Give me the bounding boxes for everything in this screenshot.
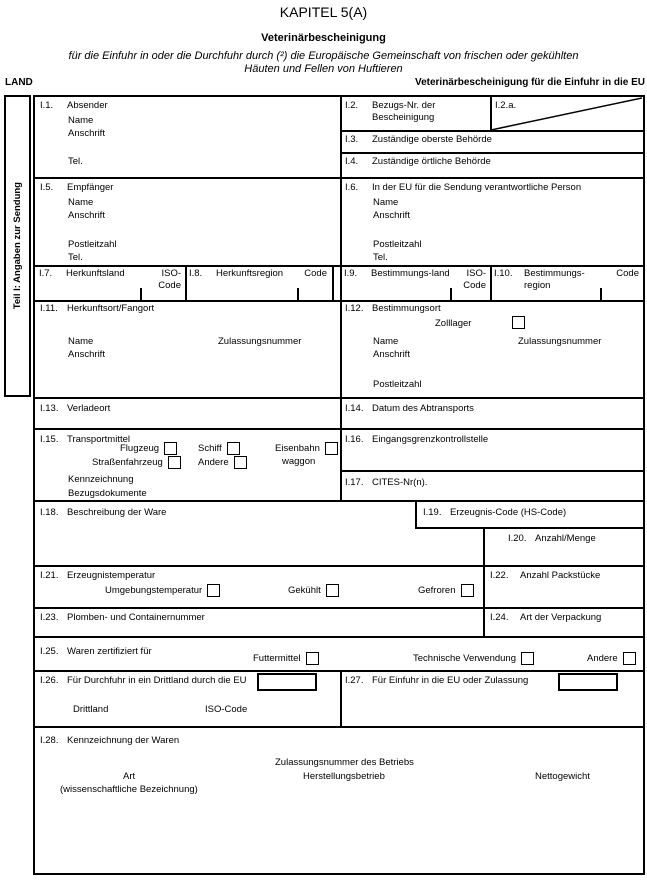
grid-line-h bbox=[35, 500, 643, 502]
grid-line-v bbox=[185, 265, 187, 300]
field-i12 bbox=[345, 303, 640, 315]
sublabel-address: Anschrift bbox=[68, 210, 105, 221]
field-i17 bbox=[345, 477, 640, 489]
option-gefroren bbox=[418, 584, 474, 597]
option-label: Gekühlt bbox=[288, 585, 321, 596]
column-net-weight: Nettogewicht bbox=[535, 771, 590, 782]
field-number: I.19. bbox=[423, 507, 442, 518]
field-i13 bbox=[40, 403, 330, 415]
grid-line-h bbox=[35, 726, 643, 728]
checkbox-technische-verwendung[interactable] bbox=[521, 652, 534, 665]
field-number: I.6. bbox=[345, 182, 359, 193]
sublabel-name: Name bbox=[373, 197, 399, 208]
checkbox-flugzeug[interactable] bbox=[164, 442, 177, 455]
grid-line-v bbox=[332, 265, 334, 300]
option-flugzeug bbox=[120, 442, 177, 455]
certificate-type-label: Veterinärbescheinigung für die Einfuhr in die EU bbox=[414, 77, 645, 88]
checkbox-futtermittel[interactable] bbox=[306, 652, 319, 665]
sublabel-tel: Tel. bbox=[373, 252, 388, 263]
checkbox-eisenbahnwaggon[interactable] bbox=[325, 442, 338, 455]
option-label: Gefroren bbox=[418, 585, 456, 596]
checkbox-andere-transport[interactable] bbox=[234, 456, 247, 469]
field-label: Kennzeichnung der Waren bbox=[67, 735, 180, 746]
checkbox-gekuehlt[interactable] bbox=[326, 584, 339, 597]
field-i9 bbox=[344, 268, 486, 292]
field-number: I.13. bbox=[40, 403, 59, 414]
grid-line-v bbox=[415, 500, 417, 527]
transit-code-entry-box[interactable] bbox=[257, 673, 317, 691]
checkbox-gefroren[interactable] bbox=[461, 584, 474, 597]
field-i18 bbox=[40, 507, 410, 519]
page-subtitle: Veterinärbescheinigung bbox=[261, 32, 386, 44]
field-label: Herkunftsland bbox=[66, 268, 125, 279]
grid-line-h bbox=[415, 527, 643, 529]
option-label: Straßenfahrzeug bbox=[92, 457, 163, 468]
field-label: Bestimmungs-region bbox=[524, 268, 585, 291]
field-i10 bbox=[494, 268, 639, 292]
grid-line-h bbox=[340, 470, 643, 472]
field-number: I.18. bbox=[40, 507, 59, 518]
field-label: Erzeugnistemperatur bbox=[67, 570, 156, 581]
sublabel-tel: Tel. bbox=[68, 252, 83, 263]
field-label: Datum des Abtransports bbox=[372, 403, 474, 414]
option-label: Schiff bbox=[198, 443, 222, 454]
sublabel-identification: Kennzeichnung bbox=[68, 474, 134, 485]
field-number: I.14. bbox=[345, 403, 364, 414]
column-species: Art bbox=[123, 771, 136, 782]
grid-line-h bbox=[340, 130, 643, 132]
description-line1: für die Einfuhr in oder die Durchfuhr durch (²) die Europäische Gemeinschaft von frischen oder gekühlten bbox=[68, 50, 579, 62]
field-label: CITES-Nr(n). bbox=[372, 477, 428, 488]
field-i16 bbox=[345, 434, 640, 446]
sublabel-postcode: Postleitzahl bbox=[68, 239, 117, 250]
field-number: I.16. bbox=[345, 434, 364, 445]
option-andere-verwendung bbox=[587, 652, 636, 665]
code-label: Code bbox=[616, 268, 639, 279]
code-tick bbox=[297, 288, 299, 300]
field-i2 bbox=[345, 100, 485, 124]
sublabel-approval-number: Zulassungsnummer bbox=[218, 336, 302, 347]
field-label: Bestimmungsort bbox=[372, 303, 441, 314]
field-number: I.17. bbox=[345, 477, 364, 488]
option-eisenbahnwaggon bbox=[275, 442, 338, 455]
field-i11 bbox=[40, 303, 330, 315]
option-umgebungstemperatur bbox=[105, 584, 220, 597]
grid-line-h bbox=[340, 152, 643, 154]
field-number: I.23. bbox=[40, 612, 59, 623]
field-i19 bbox=[423, 507, 641, 519]
field-label: Plomben- und Containernummer bbox=[67, 612, 205, 623]
grid-line-h bbox=[35, 607, 643, 609]
country-label: LAND bbox=[5, 77, 33, 88]
field-i3 bbox=[345, 134, 640, 146]
form-grid bbox=[33, 95, 645, 875]
sublabel-documents: Bezugsdokumente bbox=[68, 488, 147, 499]
option-technische-verwendung bbox=[413, 652, 534, 665]
description-line2: Häuten und Fellen von Huftieren bbox=[244, 63, 403, 75]
field-i14 bbox=[345, 403, 640, 415]
import-code-entry-box[interactable] bbox=[558, 673, 618, 691]
option-label: Andere bbox=[587, 653, 618, 664]
field-i24 bbox=[490, 612, 640, 624]
option-gekuehlt bbox=[288, 584, 339, 597]
grid-line-h bbox=[35, 265, 643, 267]
option-andere-transport bbox=[198, 456, 247, 469]
checkbox-zolllager[interactable] bbox=[512, 316, 525, 329]
field-label: Eingangsgrenzkontrollstelle bbox=[372, 434, 489, 445]
field-number: I.5. bbox=[40, 182, 54, 193]
field-label: Anzahl Packstücke bbox=[520, 570, 601, 581]
code-label: Code bbox=[304, 268, 327, 279]
field-number: I.11. bbox=[40, 303, 58, 314]
field-label: Erzeugnis-Code (HS-Code) bbox=[450, 507, 567, 518]
option-schiff bbox=[198, 442, 240, 455]
field-label: Beschreibung der Ware bbox=[67, 507, 167, 518]
grid-line-h bbox=[35, 565, 643, 567]
grid-line-h bbox=[35, 636, 643, 638]
field-number: I.9. bbox=[344, 268, 358, 279]
field-label: Transportmittel bbox=[67, 434, 130, 445]
sublabel-name: Name bbox=[373, 336, 399, 347]
field-i21 bbox=[40, 570, 480, 582]
field-number: I.20. bbox=[508, 533, 527, 544]
field-label: Empfänger bbox=[67, 182, 114, 193]
grid-line-h bbox=[35, 428, 643, 430]
field-number: I.24. bbox=[490, 612, 509, 623]
sublabel-address: Anschrift bbox=[373, 349, 410, 360]
checkbox-umgebungstemperatur[interactable] bbox=[207, 584, 220, 597]
field-label: Zuständige oberste Behörde bbox=[372, 134, 492, 145]
code-label: ISO-Code bbox=[463, 268, 486, 291]
field-number: I.7. bbox=[39, 268, 53, 279]
part-i-sidebar bbox=[4, 95, 31, 397]
field-label: Art der Verpackung bbox=[520, 612, 602, 623]
field-i8 bbox=[189, 268, 327, 280]
field-label: Bezugs-Nr. der Bescheinigung bbox=[372, 100, 436, 123]
field-label: Verladeort bbox=[67, 403, 111, 414]
field-number: I.21. bbox=[40, 570, 59, 581]
field-i23 bbox=[40, 612, 480, 624]
column-species-scientific: (wissenschaftliche Bezeichnung) bbox=[60, 784, 198, 795]
field-number: I.22. bbox=[490, 570, 509, 581]
option-futtermittel bbox=[253, 652, 319, 665]
sublabel-approval-number: Zulassungsnummer bbox=[518, 336, 602, 347]
field-number: I.12. bbox=[345, 303, 364, 314]
option-label: Umgebungstemperatur bbox=[105, 585, 203, 596]
sublabel-address: Anschrift bbox=[373, 210, 410, 221]
part-i-sidebar-label: Teil I: Angaben zur Sendung bbox=[12, 182, 23, 310]
field-i5 bbox=[40, 182, 330, 194]
field-number: I.10. bbox=[494, 268, 513, 279]
checkbox-schiff[interactable] bbox=[227, 442, 240, 455]
grid-line-h bbox=[35, 397, 643, 399]
checkbox-andere-verwendung[interactable] bbox=[623, 652, 636, 665]
grid-line-h bbox=[35, 670, 643, 672]
sublabel-name: Name bbox=[68, 197, 94, 208]
field-i22 bbox=[490, 570, 640, 582]
sublabel-customs-warehouse: Zolllager bbox=[435, 318, 472, 329]
code-label: ISO-Code bbox=[158, 268, 181, 291]
column-approval-number: Zulassungsnummer des Betriebs bbox=[275, 757, 414, 768]
field-i28 bbox=[40, 735, 460, 747]
grid-line-v bbox=[340, 97, 342, 500]
field-label: Zuständige örtliche Behörde bbox=[372, 156, 491, 167]
grid-line-v bbox=[490, 265, 492, 300]
field-label: Waren zertifiziert für bbox=[67, 646, 152, 657]
option-label: Eisenbahn bbox=[275, 443, 320, 454]
sublabel-tel: Tel. bbox=[68, 156, 83, 167]
field-i6 bbox=[345, 182, 640, 194]
checkbox-strassenfahrzeug[interactable] bbox=[168, 456, 181, 469]
sublabel-name: Name bbox=[68, 115, 94, 126]
field-number: I.28. bbox=[40, 735, 59, 746]
field-i27 bbox=[345, 675, 555, 687]
field-number: I.8. bbox=[189, 268, 203, 279]
grid-line-h bbox=[35, 177, 643, 179]
sublabel-name: Name bbox=[68, 336, 94, 347]
field-i7 bbox=[39, 268, 181, 292]
option-strassenfahrzeug bbox=[92, 456, 181, 469]
field-i25 bbox=[40, 646, 460, 658]
option-label-waggon: waggon bbox=[282, 456, 316, 467]
field-label: Herkunftsort/Fangort bbox=[67, 303, 155, 314]
field-label: Bestimmungs-land bbox=[371, 268, 450, 279]
field-i1 bbox=[40, 100, 180, 112]
field-number: I.15. bbox=[40, 434, 59, 445]
field-label: In der EU für die Sendung verantwortliche Person bbox=[372, 182, 582, 193]
option-label: Technische Verwendung bbox=[413, 653, 516, 664]
sublabel-address: Anschrift bbox=[68, 349, 105, 360]
field-i2a: I.2.a. bbox=[495, 100, 517, 111]
field-i4 bbox=[345, 156, 640, 168]
sublabel-iso-code: ISO-Code bbox=[205, 704, 248, 715]
field-label: Für Durchfuhr in ein Drittland durch die EU bbox=[67, 675, 247, 686]
grid-line-v bbox=[483, 527, 485, 636]
field-number: I.26. bbox=[40, 675, 59, 686]
field-number: I.4. bbox=[345, 156, 359, 167]
sublabel-third-country: Drittland bbox=[73, 704, 109, 715]
option-label: Futtermittel bbox=[253, 653, 301, 664]
sublabel-postcode: Postleitzahl bbox=[373, 239, 422, 250]
field-number: I.2. bbox=[345, 100, 359, 111]
option-label: Flugzeug bbox=[120, 443, 160, 454]
field-number: I.3. bbox=[345, 134, 359, 145]
field-label: Für Einfuhr in die EU oder Zulassung bbox=[372, 675, 529, 686]
page-title: KAPITEL 5(A) bbox=[279, 4, 368, 20]
field-i20 bbox=[508, 533, 641, 545]
field-number: I.1. bbox=[40, 100, 54, 111]
sublabel-address: Anschrift bbox=[68, 128, 105, 139]
grid-line-h bbox=[35, 300, 643, 302]
field-number: I.27. bbox=[345, 675, 364, 686]
field-number: I.25. bbox=[40, 646, 59, 657]
field-label: Absender bbox=[67, 100, 108, 111]
column-manufacturing-plant: Herstellungsbetrieb bbox=[303, 771, 385, 782]
field-label: Herkunftsregion bbox=[216, 268, 284, 279]
field-label: Anzahl/Menge bbox=[535, 533, 596, 544]
sublabel-postcode: Postleitzahl bbox=[373, 379, 422, 390]
option-label: Andere bbox=[198, 457, 229, 468]
